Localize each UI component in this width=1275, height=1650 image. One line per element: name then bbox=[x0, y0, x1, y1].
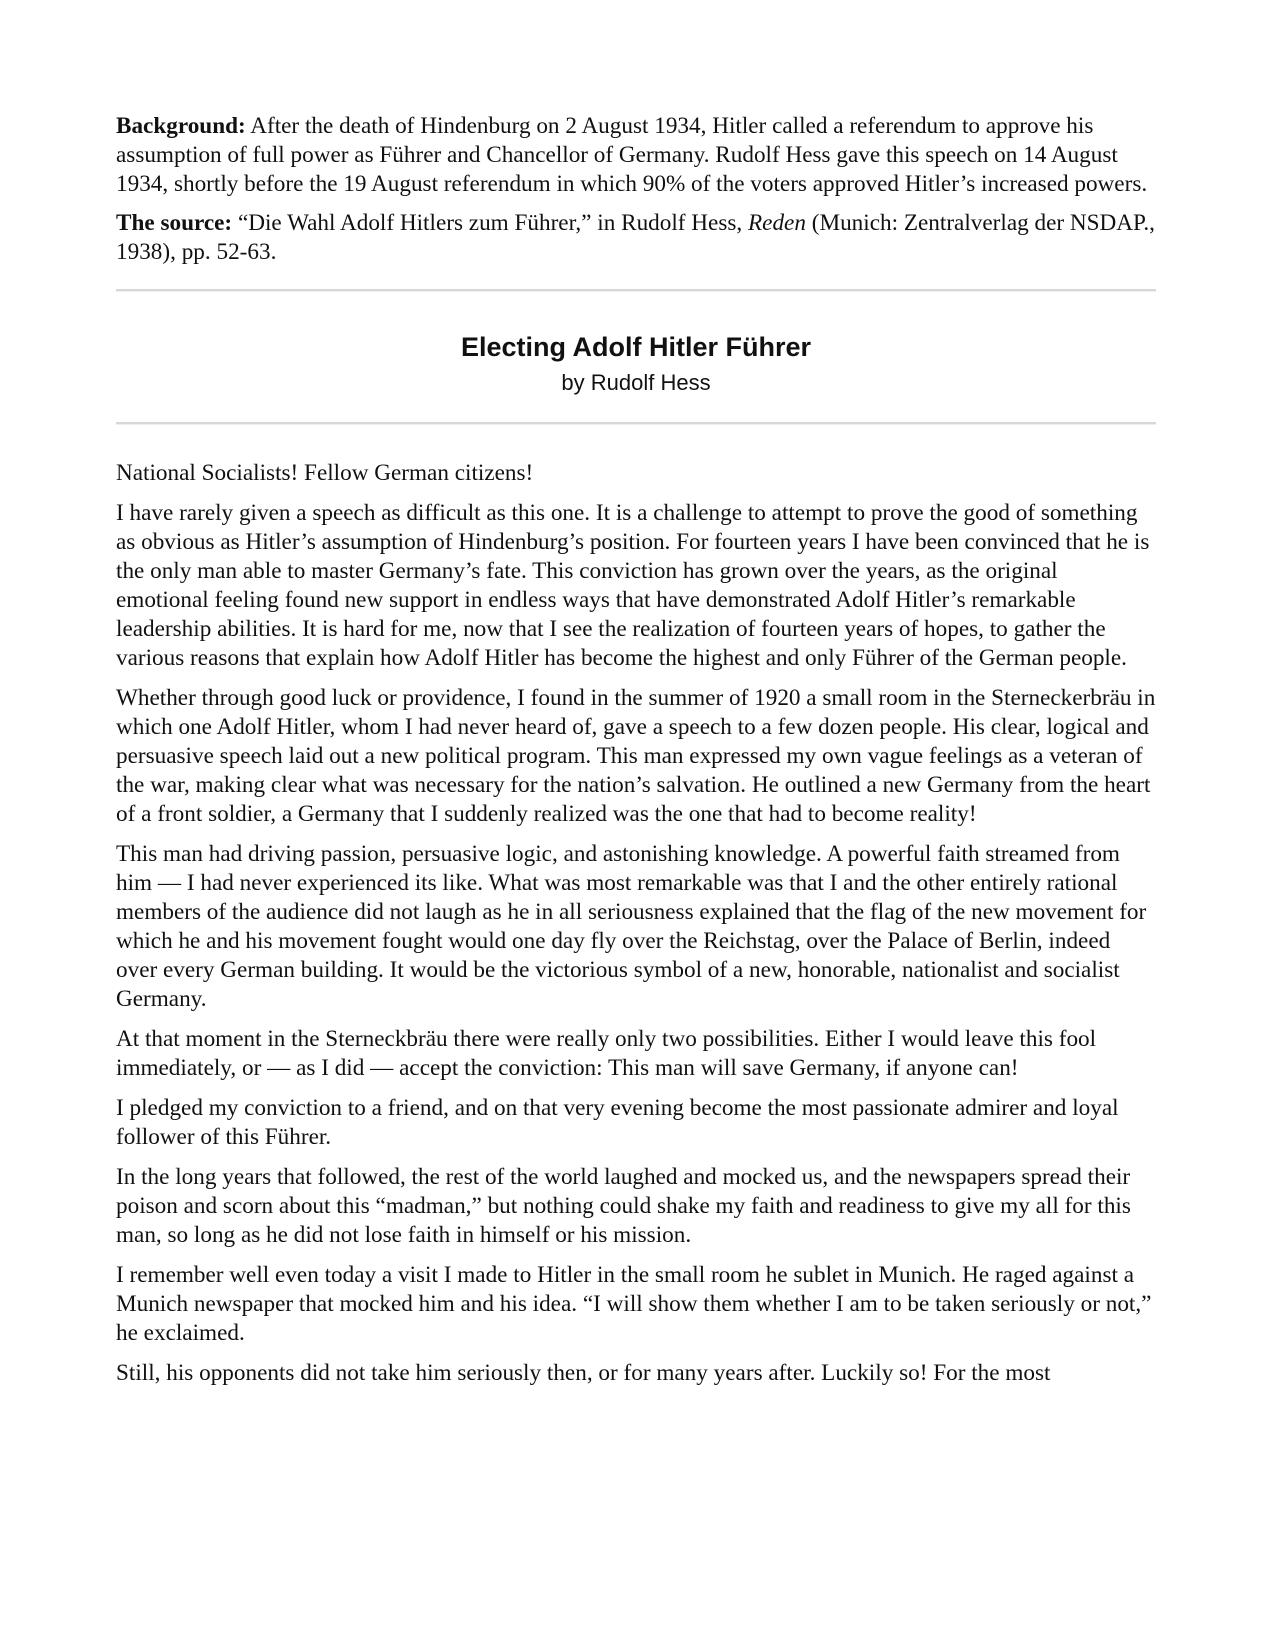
title-block bbox=[116, 292, 1156, 422]
body-paragraph: National Socialists! Fellow German citizens! bbox=[116, 460, 534, 486]
body-paragraph: Whether through good luck or providence, I found in the summer of 1920 a small room in the Sterneckerbräu in which one Adolf Hitler, whom I had never heard of, gave a speech to a few dozen people. His clear, logical and persuasive speech laid out a new political program. This man expressed my own vague feelings as a veteran of the war, making clear what was necessary for the nation’s salvation. He outlined a new Germany from the heart of a front soldier, a Germany that I suddenly realized was the one that had to become reality! bbox=[116, 685, 1156, 827]
body-paragraph: This man had driving passion, persuasive logic, and astonishing knowledge. A powerful faith streamed from him — I had never experienced its like. What was most remarkable was that I and the other entirely rational members of the audience did not laugh as he in all seriousness explained that the flag of the new movement for which he and his movement fought would one day fly over the Reichstag, over the Palace of Berlin, indeed over every German building. It would be the victorious symbol of a new, honorable, nationalist and socialist Germany. bbox=[116, 841, 1147, 1012]
source-paragraph bbox=[116, 209, 1156, 267]
background-label: Background: bbox=[116, 113, 246, 139]
intro-section bbox=[116, 112, 1156, 267]
body-paragraph: I pledged my conviction to a friend, and on that very evening become the most passionate admirer and loyal follower of this Führer. bbox=[116, 1095, 1119, 1150]
source-text-2: (Munich: Zentralverlag der NSDAP., 1938), pp. 52-63. bbox=[116, 210, 1155, 265]
body-paragraph: Still, his opponents did not take him seriously then, or for many years after. Luckily so! For the most bbox=[116, 1360, 1051, 1386]
body-paragraph: In the long years that followed, the rest of the world laughed and mocked us, and the newspapers spread their poison and scorn about this “madman,” but nothing could shake my faith and readiness to give my all for this man, so long as he did not lose faith in himself or his mission. bbox=[116, 1164, 1131, 1248]
source-italic-title: Reden bbox=[748, 210, 806, 236]
divider-bottom bbox=[116, 422, 1156, 425]
speech-body bbox=[116, 459, 1156, 1388]
background-text: After the death of Hindenburg on 2 August 1934, Hitler called a referendum to approve his assumption of full power as Führer and Chancellor of Germany. Rudolf Hess gave this speech on 14 August 1934, shortly before the 19 August referendum in which 90% of the voters approved Hitler’s increased powers. bbox=[116, 113, 1148, 197]
source-text-1: “Die Wahl Adolf Hitlers zum Führer,” in Rudolf Hess, bbox=[232, 210, 748, 236]
background-paragraph bbox=[116, 112, 1156, 199]
document-page bbox=[116, 112, 1156, 1399]
document-byline: by Rudolf Hess bbox=[561, 370, 711, 395]
document-title: Electing Adolf Hitler Führer bbox=[460, 332, 812, 362]
body-paragraph: I remember well even today a visit I made to Hitler in the small room he sublet in Munich. He raged against a Munich newspaper that mocked him and his idea. “I will show them whether I am to be taken seriously or not,” he exclaimed. bbox=[116, 1262, 1152, 1346]
body-paragraph: I have rarely given a speech as difficult as this one. It is a challenge to attempt to prove the good of something as obvious as Hitler’s assumption of Hindenburg’s position. For fourteen years I have been convinced that he is the only man able to master Germany’s fate. This conviction has grown over the years, as the original emotional feeling found new support in endless ways that have demonstrated Adolf Hitler’s remarkable leadership abilities. It is hard for me, now that I see the realization of fourteen years of hopes, to gather the various reasons that explain how Adolf Hitler has become the highest and only Führer of the German people. bbox=[116, 500, 1150, 671]
source-label: The source: bbox=[116, 210, 233, 236]
body-paragraph: At that moment in the Sterneckbräu there were really only two possibilities. Either I would leave this fool immediately, or — as I did — accept the conviction: This man will save Germany, if anyone can! bbox=[116, 1026, 1097, 1081]
